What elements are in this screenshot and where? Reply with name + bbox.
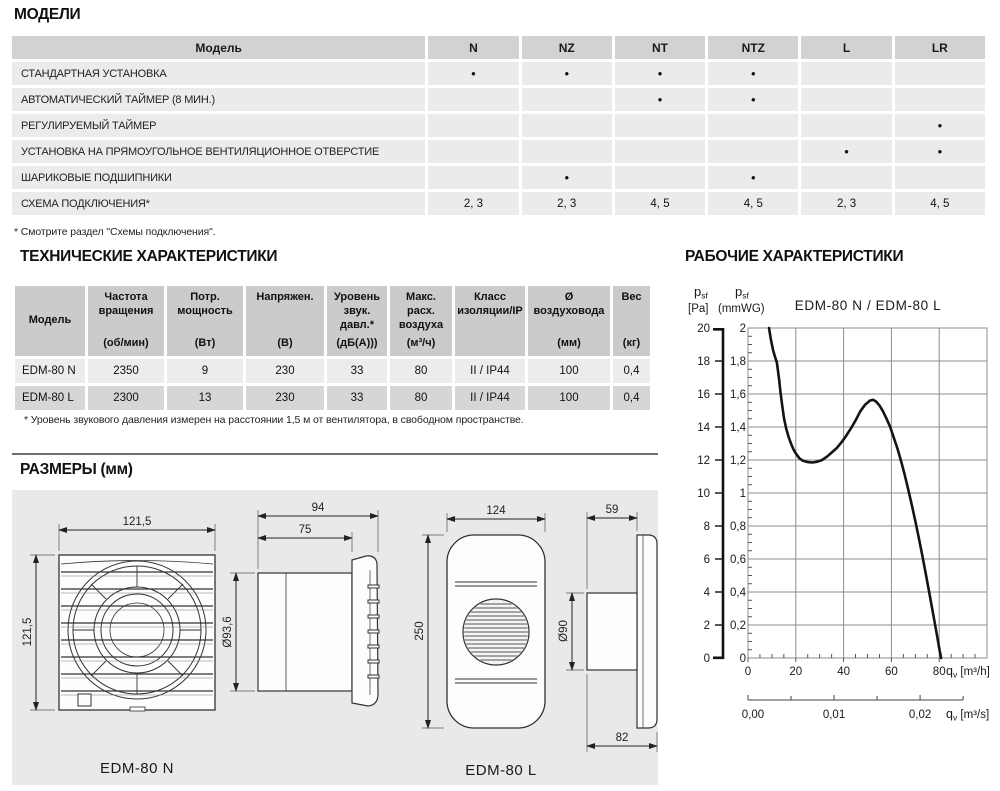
- wiring-cell: 4, 5: [895, 192, 985, 215]
- header-unit: (В): [277, 337, 293, 350]
- dimension-drawings: [12, 490, 658, 785]
- models-footnote: * Смотрите раздел "Схемы подключения".: [14, 226, 216, 238]
- chart-minor-ticks: [748, 336, 975, 662]
- wiring-cell: 2, 3: [522, 192, 612, 215]
- header-name: Класс изоляции/IP: [457, 291, 523, 317]
- wiring-cell: 4, 5: [615, 192, 705, 215]
- tech-row-edm80l: [15, 386, 650, 410]
- feature-cell: •: [895, 140, 985, 163]
- wiring-cell: 4, 5: [708, 192, 798, 215]
- feature-cell: [428, 114, 518, 137]
- tech-col-header: [613, 286, 650, 356]
- feature-cell: [895, 62, 985, 85]
- chart-grid: [748, 328, 987, 658]
- spec-cell: 9: [167, 359, 243, 383]
- dim-label-l-height: 250: [414, 621, 426, 641]
- dimensions-section-title: РАЗМЕРЫ (мм): [20, 461, 133, 478]
- tech-table: [12, 283, 653, 413]
- dimension-drawings-svg: [12, 490, 658, 785]
- spec-cell: II / IP44: [455, 359, 525, 383]
- spec-cell: 13: [167, 386, 243, 410]
- secondary-x-tick-label: 0,01: [822, 709, 846, 721]
- feature-label: УСТАНОВКА НА ПРЯМОУГОЛЬНОЕ ВЕНТИЛЯЦИОННОЕ ОТВЕРСТИЕ: [12, 140, 425, 163]
- dim-label-n-width: 121,5: [122, 516, 152, 528]
- feature-cell: •: [801, 140, 891, 163]
- pa-axis-symbol: psf: [694, 284, 708, 301]
- table-row: [12, 140, 985, 163]
- x-tick-label: 80: [932, 666, 946, 678]
- spec-cell: 33: [327, 386, 387, 410]
- header-name: Напряжен.: [256, 291, 314, 303]
- feature-label: СХЕМА ПОДКЛЮЧЕНИЯ*: [12, 192, 425, 215]
- pa-tick-label: 0: [703, 653, 710, 665]
- dim-label-l-width: 124: [486, 505, 506, 517]
- models-section-title: МОДЕЛИ: [14, 6, 81, 23]
- edm80l-label: EDM-80 L: [465, 762, 537, 779]
- mmwg-tick-label: 0,6: [730, 554, 746, 566]
- table-row: [12, 62, 985, 85]
- tech-footnote: * Уровень звукового давления измерен на расстоянии 1,5 м от вентилятора, в свободном пространстве.: [24, 414, 524, 426]
- models-col-header: NTZ: [708, 36, 798, 59]
- performance-section-title: РАБОЧИЕ ХАРАКТЕРИСТИКИ: [685, 248, 904, 265]
- feature-cell: [801, 114, 891, 137]
- feature-cell: •: [522, 62, 612, 85]
- secondary-x-tick-label: 0,00: [741, 709, 765, 721]
- pa-tick-label: 4: [703, 587, 710, 599]
- models-col-header: L: [801, 36, 891, 59]
- indicator-window: [78, 694, 91, 706]
- header-name: Вес: [621, 291, 642, 303]
- dim-label-l-depth-total: 82: [615, 732, 629, 744]
- feature-cell: [428, 88, 518, 111]
- spec-cell: 100: [528, 386, 610, 410]
- secondary-x-tick-label: 0,02: [908, 709, 932, 721]
- tech-col-header: [327, 286, 387, 356]
- edm80n-front-view: [59, 555, 215, 711]
- models-col-header: Модель: [12, 36, 425, 59]
- tech-col-header: [167, 286, 243, 356]
- spec-cell: 100: [528, 359, 610, 383]
- feature-cell: [615, 166, 705, 189]
- spec-cell: 80: [390, 386, 452, 410]
- pa-tick-label: 6: [703, 554, 710, 566]
- model-cell: EDM-80 L: [15, 386, 85, 410]
- tech-row-edm80n: [15, 359, 650, 383]
- tech-section-title: ТЕХНИЧЕСКИЕ ХАРАКТЕРИСТИКИ: [20, 248, 278, 265]
- mmwg-tick-label: 1,8: [730, 356, 746, 368]
- spec-cell: 2300: [88, 386, 164, 410]
- table-row: [12, 88, 985, 111]
- feature-label: АВТОМАТИЧЕСКИЙ ТАЙМЕР (8 МИН.): [12, 88, 425, 111]
- pa-tick-label: 14: [697, 422, 710, 434]
- feature-cell: [522, 140, 612, 163]
- edm80l-front-view: [447, 535, 545, 728]
- tech-col-header: [455, 286, 525, 356]
- feature-cell: [428, 140, 518, 163]
- feature-cell: •: [895, 114, 985, 137]
- spec-cell: 230: [246, 386, 324, 410]
- mmwg-tick-label: 2: [739, 323, 746, 335]
- feature-cell: [801, 62, 891, 85]
- feature-cell: [522, 88, 612, 111]
- spec-cell: II / IP44: [455, 386, 525, 410]
- header-name: Ø воздуховода: [533, 291, 605, 317]
- header-unit: (дБ(А))): [336, 337, 378, 350]
- feature-cell: [895, 88, 985, 111]
- edm80n-side-view: [258, 556, 379, 706]
- edm80l-side-view: [587, 535, 657, 728]
- table-row: [12, 192, 985, 215]
- header-name: Уровень звук. давл.*: [333, 291, 380, 331]
- pa-tick-label: 20: [697, 323, 710, 335]
- feature-cell: •: [708, 62, 798, 85]
- feature-cell: •: [708, 88, 798, 111]
- models-col-header: N: [428, 36, 518, 59]
- pa-tick-label: 8: [703, 521, 710, 533]
- feature-label: РЕГУЛИРУЕМЫЙ ТАЙМЕР: [12, 114, 425, 137]
- tech-col-header: [88, 286, 164, 356]
- header-unit: (м³/ч): [406, 337, 436, 350]
- chart-title: EDM-80 N / EDM-80 L: [794, 298, 942, 313]
- feature-cell: •: [615, 88, 705, 111]
- spec-cell: 80: [390, 359, 452, 383]
- mmwg-tick-label: 1,4: [730, 422, 746, 434]
- tech-header-row: [15, 286, 650, 356]
- models-header-row: [12, 36, 985, 59]
- dim-label-l-duct: Ø90: [558, 620, 570, 642]
- models-col-header: NT: [615, 36, 705, 59]
- feature-cell: •: [428, 62, 518, 85]
- wiring-cell: 2, 3: [801, 192, 891, 215]
- header-name: Модель: [28, 314, 72, 327]
- models-col-header: NZ: [522, 36, 612, 59]
- spec-cell: 33: [327, 359, 387, 383]
- feature-cell: •: [708, 166, 798, 189]
- mmwg-tick-label: 0,4: [730, 587, 746, 599]
- header-unit: (мм): [557, 337, 581, 350]
- dim-label-n-depth-body: 75: [298, 524, 312, 536]
- dim-label-n-duct: Ø93,6: [222, 616, 234, 648]
- models-table: [9, 33, 988, 218]
- dim-label-n-depth-total: 94: [311, 502, 325, 514]
- tech-col-header: [390, 286, 452, 356]
- x-tick-label: 60: [885, 666, 898, 678]
- pa-tick-label: 2: [703, 620, 710, 632]
- mmwg-tick-label: 1,2: [730, 455, 746, 467]
- mmwg-tick-label: 0,8: [730, 521, 746, 533]
- edm80n-label: EDM-80 N: [99, 760, 175, 777]
- x-tick-label: 20: [789, 666, 803, 678]
- feature-cell: •: [522, 166, 612, 189]
- x-tick-label: 0: [744, 666, 752, 678]
- feature-cell: [895, 166, 985, 189]
- feature-cell: [428, 166, 518, 189]
- mmwg-tick-label: 0: [739, 653, 746, 665]
- mmwg-tick-label: 1,6: [730, 389, 746, 401]
- feature-cell: [615, 114, 705, 137]
- models-col-header: LR: [895, 36, 985, 59]
- mmwg-tick-label: 1: [739, 488, 746, 500]
- pa-axis-unit: [Pa]: [688, 303, 709, 315]
- model-cell: EDM-80 N: [15, 359, 85, 383]
- spec-cell: 0,4: [613, 359, 650, 383]
- mmwg-tick-label: 0,2: [730, 620, 746, 632]
- feature-cell: [708, 140, 798, 163]
- feature-cell: [801, 166, 891, 189]
- header-name: Частота вращения: [98, 291, 154, 317]
- spec-cell: 0,4: [613, 386, 650, 410]
- table-row: [12, 166, 985, 189]
- mmwg-axis-unit: (mmWG): [718, 303, 765, 315]
- feature-cell: [615, 140, 705, 163]
- pa-tick-label: 16: [697, 389, 710, 401]
- feature-cell: [708, 114, 798, 137]
- tech-col-header: [15, 286, 85, 356]
- feature-cell: •: [615, 62, 705, 85]
- feature-cell: [801, 88, 891, 111]
- x-axis-label-m3s: $q_v$ [m³/s]: [946, 707, 990, 723]
- x-tick-label: 40: [837, 666, 850, 678]
- dim-label-n-height: 121,5: [22, 617, 34, 647]
- tech-col-header: [528, 286, 610, 356]
- header-unit: (Вт): [194, 337, 216, 350]
- header-unit: (об/мин): [103, 337, 149, 350]
- section-divider: [12, 453, 658, 455]
- header-name: Макс. расх. воздуха: [398, 291, 444, 331]
- table-row: [12, 114, 985, 137]
- dim-label-l-depth-front: 59: [605, 504, 619, 516]
- pa-tick-label: 12: [697, 455, 710, 467]
- header-unit: (кг): [622, 337, 641, 350]
- x-axis-label-m3h: $q_v$ [m³/h]: [946, 664, 990, 680]
- pa-tick-label: 10: [697, 488, 710, 500]
- spec-cell: 230: [246, 359, 324, 383]
- tech-col-header: [246, 286, 324, 356]
- performance-chart: [680, 276, 1000, 754]
- header-name: Потр. мощность: [177, 291, 233, 317]
- feature-cell: [522, 114, 612, 137]
- feature-label: СТАНДАРТНАЯ УСТАНОВКА: [12, 62, 425, 85]
- mmwg-axis-symbol: psf: [735, 284, 749, 301]
- wiring-cell: 2, 3: [428, 192, 518, 215]
- feature-label: ШАРИКОВЫЕ ПОДШИПНИКИ: [12, 166, 425, 189]
- pa-tick-label: 18: [697, 356, 710, 368]
- spec-cell: 2350: [88, 359, 164, 383]
